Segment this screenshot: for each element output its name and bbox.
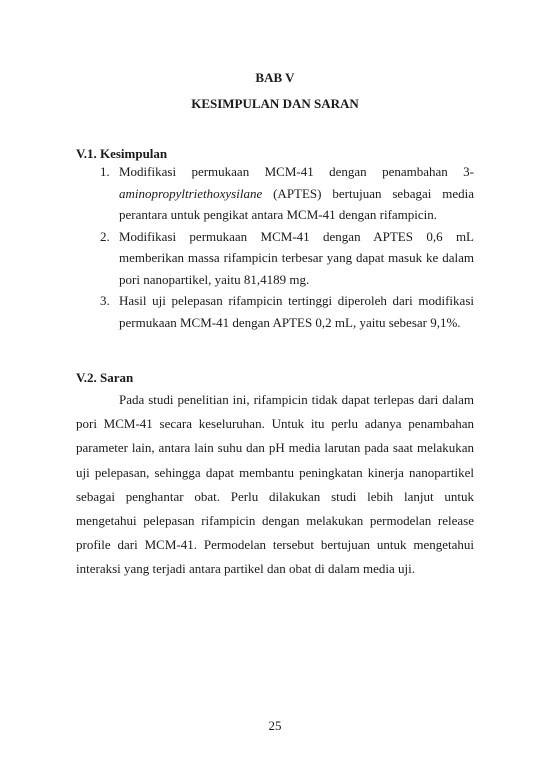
list-item — [76, 226, 474, 291]
section-heading-kesimpulan: V.1. Kesimpulan — [76, 146, 168, 161]
section-heading-saran: V.2. Saran — [76, 370, 134, 385]
list-item — [76, 161, 474, 226]
list-item-text: Modifikasi permukaan MCM-41 dengan APTES 0,6 mL memberikan massa rifampicin terbesar yang dapat masuk ke dalam pori nanopartikel, yaitu 81,4189 mg. — [119, 228, 474, 287]
list-item — [76, 290, 474, 333]
saran-paragraph: Pada studi penelitian ini, rifampicin tidak dapat terlepas dari dalam pori MCM-41 secara keseluruhan. Untuk itu perlu adanya penambahan parameter lain, antara lain suhu dan pH media larutan pada saat melakukan uji pelepasan, sehingga dapat membantu peningkatan kinerja nanopartikel sebagai penghantar obat. Perlu dilakukan studi lebih lanjut untuk mengetahui pelepasan rifampicin dengan melakukan permodelan release profile dari MCM-41. Permodelan tersebut bertujuan untuk mengetahui interaksi yang terjadi antara partikel dan obat di dalam media uji. — [76, 392, 474, 577]
kesimpulan-list — [76, 161, 474, 333]
list-item-text: Modifikasi permukaan MCM-41 dengan penambahan 3- — [119, 164, 474, 179]
list-item-number: 1. — [100, 164, 110, 179]
chapter-title: KESIMPULAN DAN SARAN — [191, 96, 359, 111]
page-number: 25 — [268, 718, 282, 733]
list-item-italic-term: aminopropyltriethoxysilane — [119, 185, 263, 201]
list-item-text: Hasil uji pelepasan rifampicin tertinggi diperoleh dari modifikasi permukaan MCM-41 dengan APTES 0,2 mL, yaitu sebesar 9,1%. — [119, 293, 474, 330]
chapter-label: BAB V — [255, 70, 295, 85]
list-item-text-continued: (APTES) bertujuan sebagai media perantara untuk pengikat antara MCM-41 dengan rifampicin. — [119, 185, 474, 222]
list-item-number: 3. — [100, 293, 110, 308]
list-item-number: 2. — [100, 228, 110, 244]
